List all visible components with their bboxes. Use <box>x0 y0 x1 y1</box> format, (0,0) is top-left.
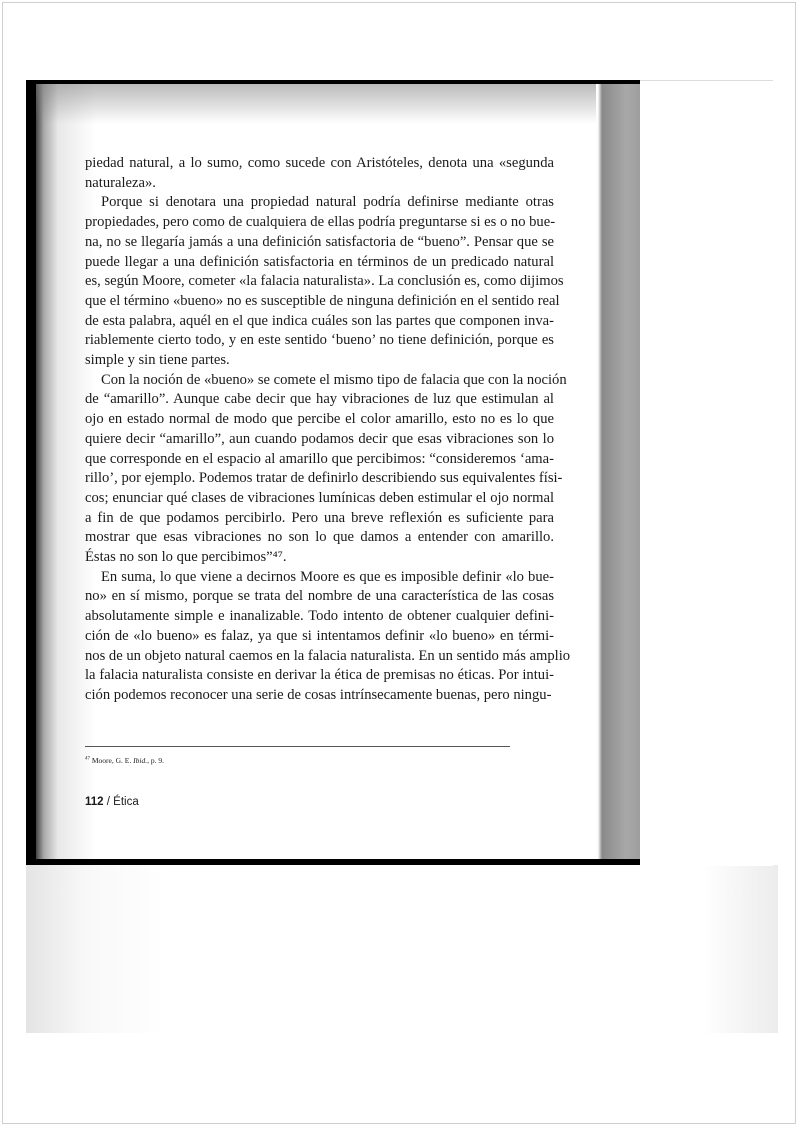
text-line: que corresponde en el espacio al amarillo que percibimos: “consideremos ‘ama- <box>85 450 554 467</box>
footnote-text: Moore, G. E. <box>91 756 134 765</box>
text-line: riablemente cierto todo, y en este sentido ‘bueno’ no tiene definición, porque es <box>85 332 554 349</box>
text-line: Éstas no son lo que percibimos”⁴⁷. <box>85 549 287 566</box>
text-line: Porque si denotara una propiedad natural podría definirse mediante otras <box>101 194 554 211</box>
text-line: simple y sin tiene partes. <box>85 352 230 369</box>
text-line: es, según Moore, cometer «la falacia naturalista». La conclusión es, como dijimos <box>85 273 564 290</box>
running-title: Ética <box>113 796 139 808</box>
text-line: ojo en estado normal de modo que percibe el color amarillo, esto no es lo que <box>85 411 554 428</box>
text-line: nos de un objeto natural caemos en la falacia naturalista. En un sentido más amplio <box>85 647 571 664</box>
footnote-number: 47 <box>85 756 90 762</box>
text-line: que el término «bueno» no es susceptible de ninguna definición en el sentido real <box>85 292 560 309</box>
body-text <box>85 154 571 706</box>
text-line: Con la noción de «bueno» se comete el mismo tipo de falacia que con la noción <box>101 371 567 388</box>
footnote-rest: , p. 9. <box>147 756 164 765</box>
scan-margin <box>640 80 773 866</box>
text-line: piedad natural, a lo sumo, como sucede con Aristóteles, denota una «segunda <box>85 155 554 171</box>
text-line: no» en sí mismo, porque se trata del nombre de una característica de las cosas <box>85 588 554 605</box>
text-line: propiedades, pero como de cualquiera de ellas podría preguntarse si es o no bue- <box>85 214 556 231</box>
text-line: mostrar que esas vibraciones no son lo que damos a entender con amarillo. <box>85 529 554 546</box>
text-line: a fin de que podamos percibirlo. Pero una breve reflexión es suficiente para <box>85 509 554 526</box>
footnote-divider <box>85 746 510 747</box>
text-line: quiere decir “amarillo”, aun cuando podamos decir que esas vibraciones son lo <box>85 430 554 447</box>
page-number: 112 <box>85 796 104 808</box>
text-line: la falacia naturalista consiste en derivar la ética de premisas no éticas. Por intui- <box>85 667 554 684</box>
scan-background <box>26 865 778 1033</box>
folio-separator: / <box>103 796 114 808</box>
text-line: cos; enunciar qué clases de vibraciones lumínicas deben estimular el ojo normal <box>85 489 554 506</box>
page-footer <box>85 796 139 808</box>
text-line: rillo’, por ejemplo. Podemos tratar de definirlo describiendo sus equivalentes físi- <box>85 470 563 487</box>
paragraph <box>85 568 571 706</box>
paragraph <box>85 154 554 193</box>
paragraph <box>85 193 564 370</box>
footnote <box>85 756 164 765</box>
text-line: naturaleza». <box>85 174 156 191</box>
text-line: na, no se llegaría jamás a una definición satisfactoria de “bueno”. Pensar que se <box>85 233 554 250</box>
text-line: ción de «lo bueno» es falaz, ya que si intentamos definir «lo bueno» en térmi- <box>85 627 554 644</box>
text-line: absolutamente simple e inanalizable. Todo intento de obtener cualquier defini- <box>85 608 554 625</box>
text-line: ción podemos reconocer una serie de cosas intrínsecamente buenas, pero ningu- <box>85 686 552 703</box>
text-line: de esta palabra, aquél en el que indica cuáles son las partes que componen inva- <box>85 312 554 329</box>
text-line: En suma, lo que viene a decirnos Moore es que es imposible definir «lo bue- <box>101 568 554 585</box>
page-shadow <box>36 84 596 124</box>
paragraph <box>85 371 567 568</box>
text-line: puede llegar a una definición satisfactoria en términos de un predicado natural <box>85 253 554 270</box>
text-line: de “amarillo”. Aunque cabe decir que hay vibraciones de luz que estimulan al <box>85 391 554 408</box>
footnote-italic: Ibid. <box>133 756 148 765</box>
